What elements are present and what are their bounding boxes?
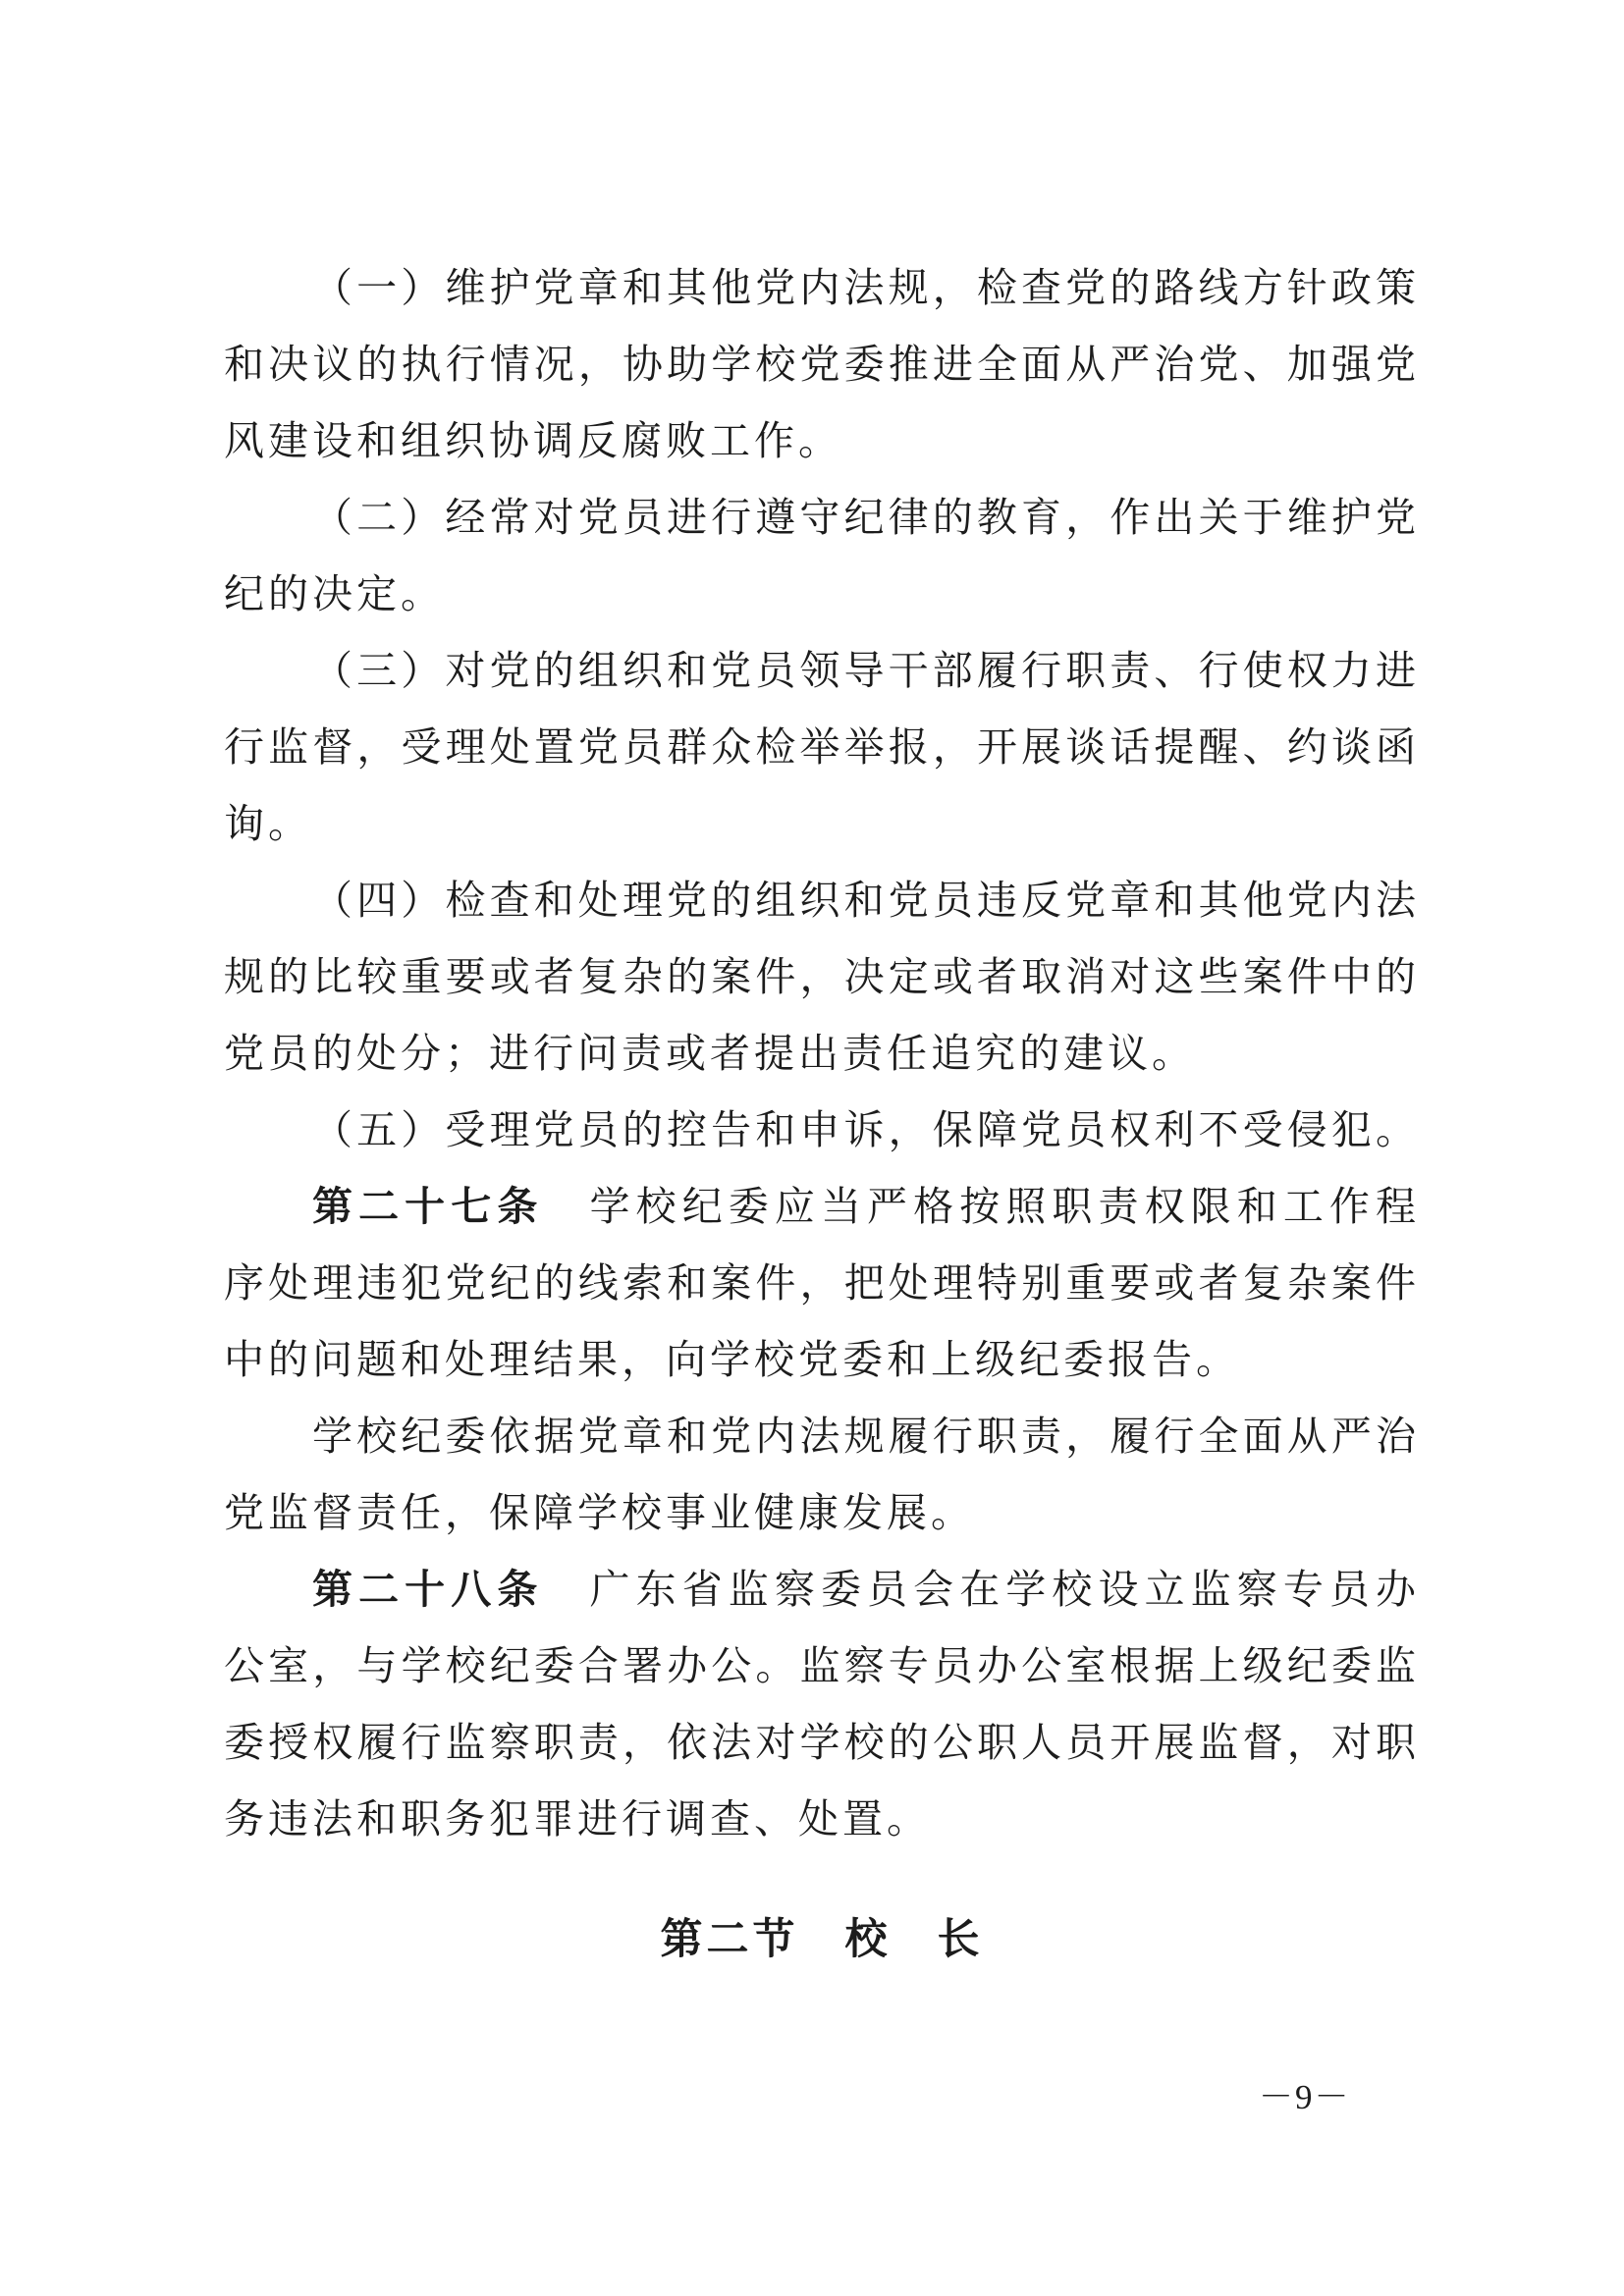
text-line: 第二十八条 广东省监察委员会在学校设立监察专员办 [312, 1567, 1421, 1612]
text-line: （五）受理党员的控告和申诉，保障党员权利不受侵犯。 [312, 1107, 1420, 1152]
text-line: 党员的处分；进行问责或者提出责任追究的建议。 [224, 1031, 1196, 1076]
list-item-5 [224, 1092, 1420, 1168]
text-line: （三）对党的组织和党员领导干部履行职责、行使权力进 [312, 648, 1420, 693]
text-line: 委授权履行监察职责，依法对学校的公职人员开展监督，对职 [224, 1720, 1420, 1765]
text-line: 第二十七条 学校纪委应当严格按照职责权限和工作程 [312, 1184, 1421, 1229]
text-line: 纪的决定。 [224, 571, 445, 616]
text-line: 行监督，受理处置党员群众检举举报，开展谈话提醒、约谈函 [224, 724, 1420, 770]
text-line: 风建设和组织协调反腐败工作。 [224, 418, 842, 463]
text-line: （四）检查和处理党的组织和党员违反党章和其他党内法 [312, 878, 1420, 923]
text-line: （一）维护党章和其他党内法规，检查党的路线方针政策 [312, 265, 1420, 310]
list-item-1 [224, 249, 1420, 479]
document-body [224, 249, 1420, 1979]
list-item-2 [224, 479, 1420, 632]
text-line: 序处理违犯党纪的线索和案件，把处理特别重要或者复杂案件 [224, 1260, 1420, 1306]
text-line: 公室，与学校纪委合署办公。监察专员办公室根据上级纪委监 [224, 1643, 1420, 1688]
article-number: 第二十八条 [312, 1567, 544, 1612]
paragraphs-container [224, 249, 1420, 1857]
text-line: 规的比较重要或者复杂的案件，决定或者取消对这些案件中的 [224, 954, 1420, 999]
article-27-paragraph-2 [224, 1398, 1420, 1551]
page-number: －9－ [1259, 2078, 1351, 2116]
list-item-3 [224, 632, 1420, 862]
text-line: 询。 [224, 801, 312, 846]
text-line: 党监督责任，保障学校事业健康发展。 [224, 1490, 975, 1535]
article-number: 第二十七条 [312, 1184, 544, 1229]
text-line: （二）经常对党员进行遵守纪律的教育，作出关于维护党 [312, 495, 1420, 540]
text-line: 务违法和职务犯罪进行调查、处置。 [224, 1796, 931, 1842]
section-heading: 第二节 校 长 [660, 1917, 984, 1963]
list-item-4 [224, 862, 1420, 1092]
article-28 [224, 1551, 1420, 1857]
text-line: 和决议的执行情况，协助学校党委推进全面从严治党、加强党 [224, 342, 1420, 387]
text-line: 学校纪委依据党章和党内法规履行职责，履行全面从严治 [312, 1414, 1420, 1459]
text-line: 中的问题和处理结果，向学校党委和上级纪委报告。 [224, 1337, 1240, 1382]
article-27 [224, 1168, 1420, 1398]
